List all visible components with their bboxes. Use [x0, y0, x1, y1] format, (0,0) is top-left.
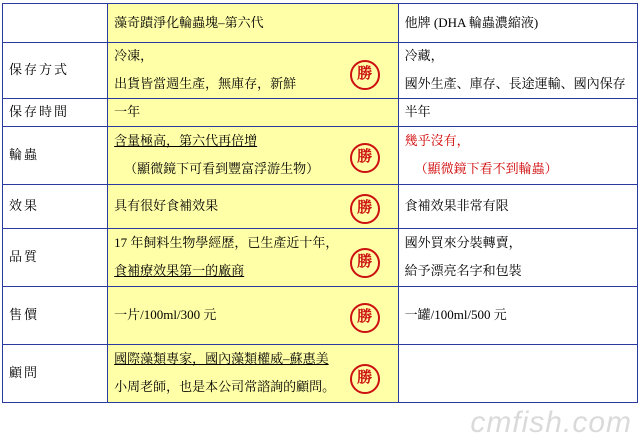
win-stamp-icon: 勝 [350, 143, 380, 173]
row-ours [108, 99, 398, 127]
row-label: 品質 [3, 229, 108, 287]
win-stamp-icon: 勝 [350, 60, 380, 90]
table-row [3, 127, 638, 185]
text-line: 17 年飼料生物學經歷，已生產近十年， [114, 235, 339, 251]
header-theirs-cell: 他牌 (DHA 輪蟲濃縮液) [398, 4, 637, 43]
table-header-row [3, 4, 638, 43]
table-row [3, 43, 638, 99]
text-line [114, 132, 391, 151]
row-label: 保存方式 [3, 43, 108, 99]
text-underlined: 國際藻類專家，國內藻類權威–蘇惠美 [114, 351, 329, 367]
win-stamp-icon: 勝 [350, 303, 380, 333]
text-line: 幾乎沒有， [404, 133, 470, 149]
row-theirs [398, 229, 637, 287]
row-label: 售價 [3, 287, 108, 345]
text-line [114, 350, 391, 369]
row-label: 保存時間 [3, 99, 108, 127]
row-label: 顧問 [3, 345, 108, 403]
row-label: 效果 [3, 185, 108, 229]
table-row [3, 345, 638, 403]
text-line: （顯微鏡下可看到豐富浮游生物） [124, 161, 320, 176]
text-line: 一罐/100ml/500 元 [404, 307, 507, 323]
watermark: cmfish.com [470, 406, 632, 439]
table-row [3, 99, 638, 127]
text-line: 國外生產、庫存、長途運輸、國內保存 [404, 76, 626, 91]
text-line: 出貨皆當週生產，無庫存，新鮮 [114, 76, 297, 91]
text-line: 半年 [404, 104, 431, 120]
row-theirs [398, 99, 637, 127]
text-line: （顯微鏡下看不到輪蟲） [414, 161, 558, 176]
row-ours [108, 185, 398, 229]
comparison-table [2, 3, 638, 403]
text-line: 一年 [114, 104, 141, 120]
text-line: 冷凍， [114, 48, 154, 64]
row-label: 輪蟲 [3, 127, 108, 185]
text-line: 冷藏， [404, 48, 444, 64]
row-ours [108, 287, 398, 345]
table-row [3, 287, 638, 345]
text-line: 食補效果非常有限 [404, 198, 509, 214]
win-stamp-icon: 勝 [350, 364, 380, 394]
row-theirs [398, 345, 637, 403]
row-ours [108, 229, 398, 287]
win-stamp-icon: 勝 [350, 194, 380, 224]
header-ours-cell: 藻奇蹟淨化輪蟲塊–第六代 [108, 4, 398, 43]
row-theirs [398, 287, 637, 345]
row-ours [108, 345, 398, 403]
table-row [3, 185, 638, 229]
row-theirs [398, 43, 637, 99]
header-label-cell [3, 4, 108, 43]
row-theirs [398, 127, 637, 185]
win-stamp-icon: 勝 [350, 248, 380, 278]
text-line: 國外買來分裝轉賣， [404, 235, 522, 251]
row-ours [108, 43, 398, 99]
text-underlined: 含量極高，第六代再倍增 [114, 133, 258, 149]
text-line: 給予漂亮名字和包裝 [404, 263, 522, 278]
table-row [3, 229, 638, 287]
text-line: 小周老師，也是本公司常諮詢的顧問。 [114, 379, 336, 394]
text-line: 一片/100ml/300 元 [114, 307, 217, 323]
text-line: 具有很好食補效果 [114, 198, 219, 214]
row-ours [108, 127, 398, 185]
text-underlined: 食補療效果第一的廠商 [114, 263, 245, 278]
row-theirs [398, 185, 637, 229]
